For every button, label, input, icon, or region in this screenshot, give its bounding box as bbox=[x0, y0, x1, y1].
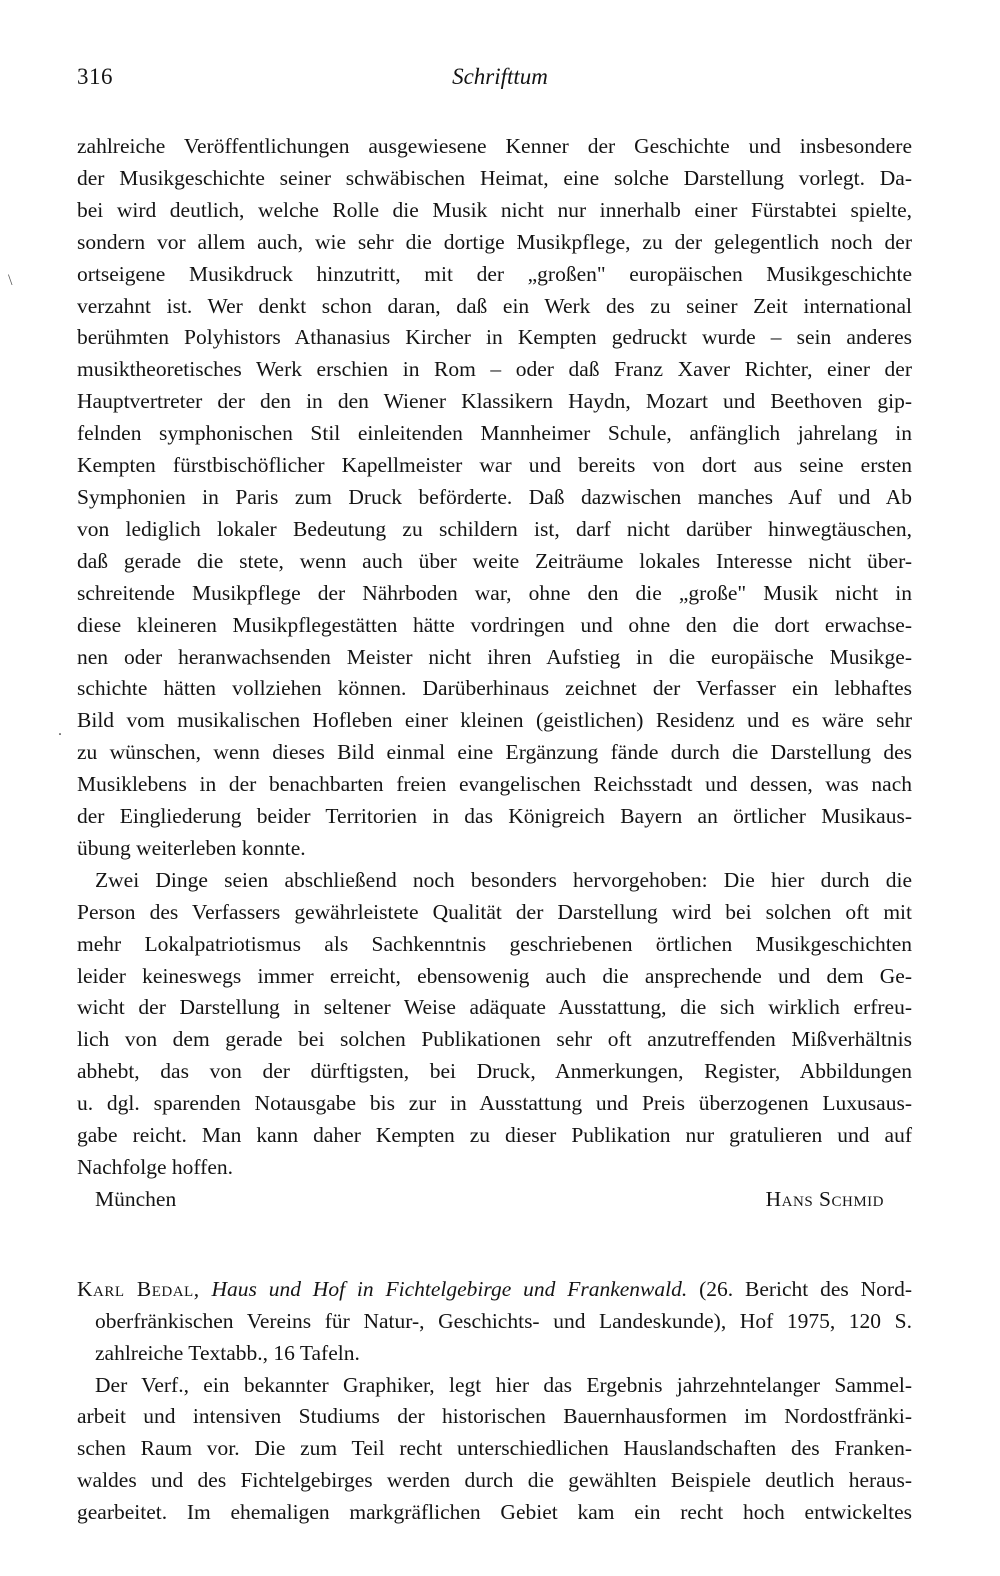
margin-mark: . bbox=[58, 722, 62, 739]
text-line: schichte hätten vollziehen können. Darüberhinaus zeichnet der Verfasser ein lebhaftes bbox=[77, 676, 912, 701]
text-line: Hauptvertreter der den in den Wiener Klassikern Haydn, Mozart und Beethoven gip- bbox=[77, 389, 912, 414]
text-line: daß gerade die stete, wenn auch über weite Zeiträume lokales Interesse nicht über- bbox=[77, 548, 912, 573]
reviewer-name: Hans Schmid bbox=[765, 1186, 884, 1211]
text-line: Der Verf., ein bekannter Graphiker, legt hier das Ergebnis jahrzehntelanger Sammel- bbox=[95, 1372, 912, 1397]
text-line: sondern vor allem auch, wie sehr die dortige Musikpflege, zu der gelegentlich noch der bbox=[77, 229, 912, 254]
book-title: Haus und Hof in Fichtelgebirge und Frankenwald. bbox=[211, 1276, 688, 1301]
text-line: Symphonien in Paris zum Druck beförderte. Daß dazwischen manches Auf und Ab bbox=[77, 484, 912, 509]
review-place: München bbox=[95, 1186, 177, 1211]
book-author: Karl Bedal, bbox=[77, 1276, 200, 1301]
review-paragraph-1 bbox=[77, 131, 912, 865]
text-line: abhebt, das von der dürftigsten, bei Druck, Anmerkungen, Register, Abbildungen bbox=[77, 1059, 912, 1084]
text-line: waldes und des Fichtelgebirges werden durch die gewählten Beispiele deutlich heraus- bbox=[77, 1468, 912, 1493]
running-title: Schrifttum bbox=[452, 64, 548, 89]
text-line: gabe reicht. Man kann daher Kempten zu dieser Publikation nur gratulieren und auf bbox=[77, 1123, 912, 1148]
text-line: u. dgl. sparenden Notausgabe bis zur in Ausstattung und Preis überzogenen Luxusaus- bbox=[77, 1091, 912, 1116]
text-line: wicht der Darstellung in seltener Weise adäquate Ausstattung, die sich wirklich erfreu- bbox=[77, 995, 912, 1020]
review-signature bbox=[77, 1184, 912, 1216]
book-citation bbox=[77, 1274, 912, 1370]
text-line: der Eingliederung beider Territorien in das Königreich Bayern an örtlicher Musikaus- bbox=[77, 804, 912, 829]
page-body bbox=[77, 131, 912, 1529]
text-line: ortseigene Musikdruck hinzutritt, mit der „großen" europäischen Musikgeschichte bbox=[77, 261, 912, 286]
text-line: Nachfolge hoffen. bbox=[77, 1155, 234, 1179]
text-line: Musiklebens in der benachbarten freien evangelischen Reichsstadt und dessen, was nach bbox=[77, 772, 912, 797]
text-line: verzahnt ist. Wer denkt schon daran, daß ein Werk des zu seiner Zeit international bbox=[77, 293, 912, 318]
text-line: Bild vom musikalischen Hofleben einer kleinen (geistlichen) Residenz und es wäre sehr bbox=[77, 708, 912, 733]
text-line: bei wird deutlich, welche Rolle die Musik nicht nur innerhalb einer Fürstabtei spielte, bbox=[77, 197, 912, 222]
margin-mark: \ bbox=[8, 272, 13, 289]
text-line: nen oder heranwachsenden Meister nicht ihren Aufstieg in die europäische Musikge- bbox=[77, 644, 912, 669]
text-line: berühmten Polyhistors Athanasius Kircher in Kempten gedruckt wurde – sein anderes bbox=[77, 325, 912, 350]
citation-details: (26. Bericht des Nord- bbox=[699, 1276, 912, 1301]
text-line: Kempten fürstbischöflicher Kapellmeister war und bereits von dort aus seine ersten bbox=[77, 453, 912, 478]
text-line: felnden symphonischen Stil einleitenden Mannheimer Schule, anfänglich jahrelang in bbox=[77, 421, 912, 446]
text-line: schreitende Musikpflege der Nährboden war, ohne den die „große" Musik nicht in bbox=[77, 580, 912, 605]
text-line: schen Raum vor. Die zum Teil recht unterschiedlichen Hauslandschaften des Franken- bbox=[77, 1436, 912, 1461]
text-line: zahlreiche Veröffentlichungen ausgewiesene Kenner der Geschichte und insbesondere bbox=[77, 134, 912, 158]
text-line: lich von dem gerade bei solchen Publikationen sehr oft anzutreffenden Mißverhältnis bbox=[77, 1027, 912, 1052]
text-line: musiktheoretisches Werk erschien in Rom – oder daß Franz Xaver Richter, einer der bbox=[77, 357, 912, 382]
section-gap bbox=[77, 1216, 912, 1274]
text-line: übung weiterleben konnte. bbox=[77, 835, 306, 860]
review-hans-schmid bbox=[77, 131, 912, 1216]
review-paragraph-2 bbox=[77, 865, 912, 1184]
text-line: Person des Verfassers gewährleistete Qualität der Darstellung wird bei solchen oft mit bbox=[77, 899, 912, 924]
text-line: gearbeitet. Im ehemaligen markgräflichen Gebiet kam ein recht hoch entwickeltes bbox=[77, 1500, 912, 1525]
text-line: Zwei Dinge seien abschließend noch besonders hervorgehoben: Die hier durch die bbox=[95, 867, 912, 892]
page-number: 316 bbox=[77, 64, 113, 89]
text-line: leider keineswegs immer erreicht, ebensowenig auch die ansprechende und dem Ge- bbox=[77, 963, 912, 988]
text-line: von lediglich lokaler Bedeutung zu schildern ist, darf nicht darüber hinwegtäuschen, bbox=[77, 516, 912, 541]
text-line: zu wünschen, wenn dieses Bild einmal eine Ergänzung fände durch die Darstellung des bbox=[77, 740, 912, 765]
citation-line bbox=[77, 1274, 912, 1306]
citation-line: oberfränkischen Vereins für Natur-, Geschichts- und Landeskunde), Hof 1975, 120 S. bbox=[95, 1308, 912, 1333]
review-paragraph-1 bbox=[77, 1370, 912, 1530]
text-line: der Musikgeschichte seiner schwäbischen Heimat, eine solche Darstellung vorlegt. Da- bbox=[77, 165, 912, 190]
text-line: diese kleineren Musikpflegestätten hätte vordringen und ohne den die dort erwachse- bbox=[77, 612, 912, 637]
text-line: mehr Lokalpatriotismus als Sachkenntnis geschriebenen örtlichen Musikgeschichten bbox=[77, 931, 912, 956]
review-karl-bedal bbox=[77, 1274, 912, 1529]
citation-line: zahlreiche Textabb., 16 Tafeln. bbox=[95, 1340, 360, 1365]
page-header bbox=[0, 62, 1000, 98]
text-line: arbeit und intensiven Studiums der historischen Bauernhausformen im Nordostfränki- bbox=[77, 1404, 912, 1429]
